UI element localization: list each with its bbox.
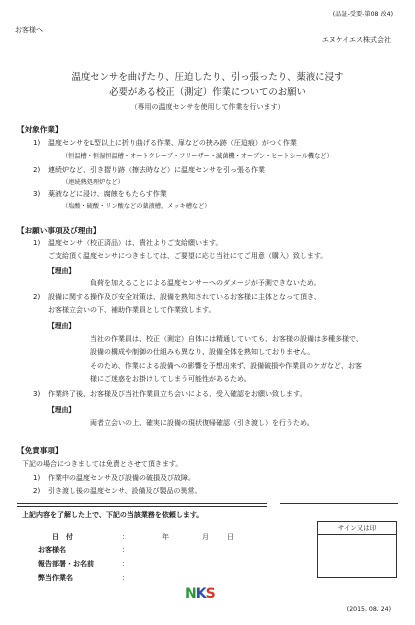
request-1-num: 1): [33, 239, 41, 247]
request-2-reason4: 様にご迷惑をお掛けしてしまう可能性があるため。: [90, 375, 251, 383]
request-1-line2: ご支給頂く温度センサにつきましては、ご要望に応じ当社にてご用意（購入）致します。: [48, 252, 328, 260]
logo-s: S: [205, 586, 215, 602]
request-1-reason: 負荷を加えることによる温度センサーへのダメージが予測できないため。: [90, 279, 321, 287]
target-3-num: 3): [33, 190, 41, 198]
request-2-reason3: そのため、作業による設備への影響を予想出来ず、設備破損や作業員のケガなど、お客: [90, 362, 363, 370]
request-2-line1: 設備に関する操作及び安全対策は、設備を熟知されているお客様に主体となって頂き、: [48, 293, 321, 301]
exemption-1-text: 作業中の温度センサ及び設備の破損及び故障。: [48, 474, 195, 482]
customer-label: お客様名: [38, 546, 66, 554]
request-3-reason-label: 【理由】: [48, 406, 76, 414]
title-line2: 必要がある校正（測定）作業についてのお願い: [109, 87, 306, 98]
targets-heading: 【対象作業】: [17, 125, 63, 134]
target-3-sub: （塩酸・硫酸・リン酸などの薬液槽、メッキ槽など）: [62, 203, 211, 210]
title-note: （専用の温度センサを使用して作業を行います）: [130, 103, 285, 111]
logo-k: K: [195, 586, 206, 602]
request-3-line1: 作業終了後、お客様及び当社作業員立ち会いによる、受入確認をお願い致します。: [48, 390, 307, 398]
day-label: 日: [227, 533, 234, 541]
exemption-heading: 【免責事項】: [17, 446, 63, 455]
confirm-text: 上記内容を了解した上で、下記の当該業務を依頼します。: [22, 511, 204, 519]
form-code: (品証-受要-第08 改4): [332, 11, 393, 18]
request-2-num: 2): [33, 293, 41, 301]
month-label: 月: [202, 533, 209, 541]
request-2-reason-label: 【理由】: [48, 322, 76, 330]
target-3-text: 薬液などに浸け、腐蝕をもたらす作業: [48, 190, 167, 198]
request-1-reason-label: 【理由】: [48, 267, 76, 275]
request-2-reason2: 設備の構成や制御の仕組みも異なり、設備全体を熟知しておりません。: [90, 348, 315, 356]
worker-label: 弊当作業名: [38, 574, 73, 582]
exemption-intro: 下記の場合につきましては免責とさせて頂きます。: [22, 460, 183, 468]
dept-label: 報告部署・お名前: [38, 560, 94, 568]
request-3-reason: 両者立会いの上、確実に設備の現状復帰確認（引き渡し）を行うため。: [90, 419, 314, 427]
target-1-num: 1): [33, 139, 41, 147]
date-label: 日 付: [52, 533, 73, 541]
requests-heading: 【お願い事項及び理由】: [17, 226, 101, 235]
request-2-line2: お客様立会いの下、補助作業員として作業致します。: [48, 306, 216, 314]
exemption-2-text: 引き渡し後の温度センサ、設備及び製品の異常。: [48, 487, 202, 495]
customer-colon: ：: [122, 546, 129, 554]
exemption-2-num: 2): [33, 487, 41, 495]
signature-box[interactable]: [317, 521, 397, 578]
footer-date: (2015. 08. 24): [346, 606, 391, 613]
dept-colon: ：: [122, 560, 129, 568]
target-2-text: 連続炉など、引き摺り跡（擦去時など）に温度センサを引っ張る作業: [48, 166, 265, 174]
request-1-line1: 温度センサ（校正済品）は、貴社よりご支給願います。: [48, 239, 223, 247]
year-label: 年: [162, 533, 169, 541]
divider-line-3: [280, 503, 398, 504]
title-line1: 温度センサを曲げたり、圧迫したり、引っ張ったり、薬液に浸す: [71, 72, 344, 83]
request-3-num: 3): [33, 390, 41, 398]
request-2-reason1: 当社の作業員は、校正（測定）自体には精通していても、お客様の設備は多種多様で、: [90, 335, 363, 343]
target-2-num: 2): [33, 166, 41, 174]
recipient: お客様へ: [15, 26, 43, 34]
worker-colon: ：: [122, 574, 129, 582]
target-1-text: 温度センサをL型以上に折り曲げる作業、扉などの挟み跡（圧迫痕）がつく作業: [48, 139, 297, 147]
logo-n: N: [185, 586, 196, 602]
date-colon: ：: [122, 533, 129, 541]
target-2-sub: （連続熱処理炉など）: [62, 179, 124, 186]
divider-line-2: [17, 506, 267, 507]
signature-label: サイン又は印: [318, 522, 396, 535]
exemption-1-num: 1): [33, 474, 41, 482]
target-1-sub: （恒温槽・恒湿恒温槽・オートクレーブ・フリーザー・滅菌機・オーブン・ヒートシール機など）: [62, 153, 333, 160]
nks-logo: [185, 586, 229, 602]
company-name: エヌケイエス株式会社: [321, 36, 391, 44]
divider-line: [17, 503, 267, 504]
